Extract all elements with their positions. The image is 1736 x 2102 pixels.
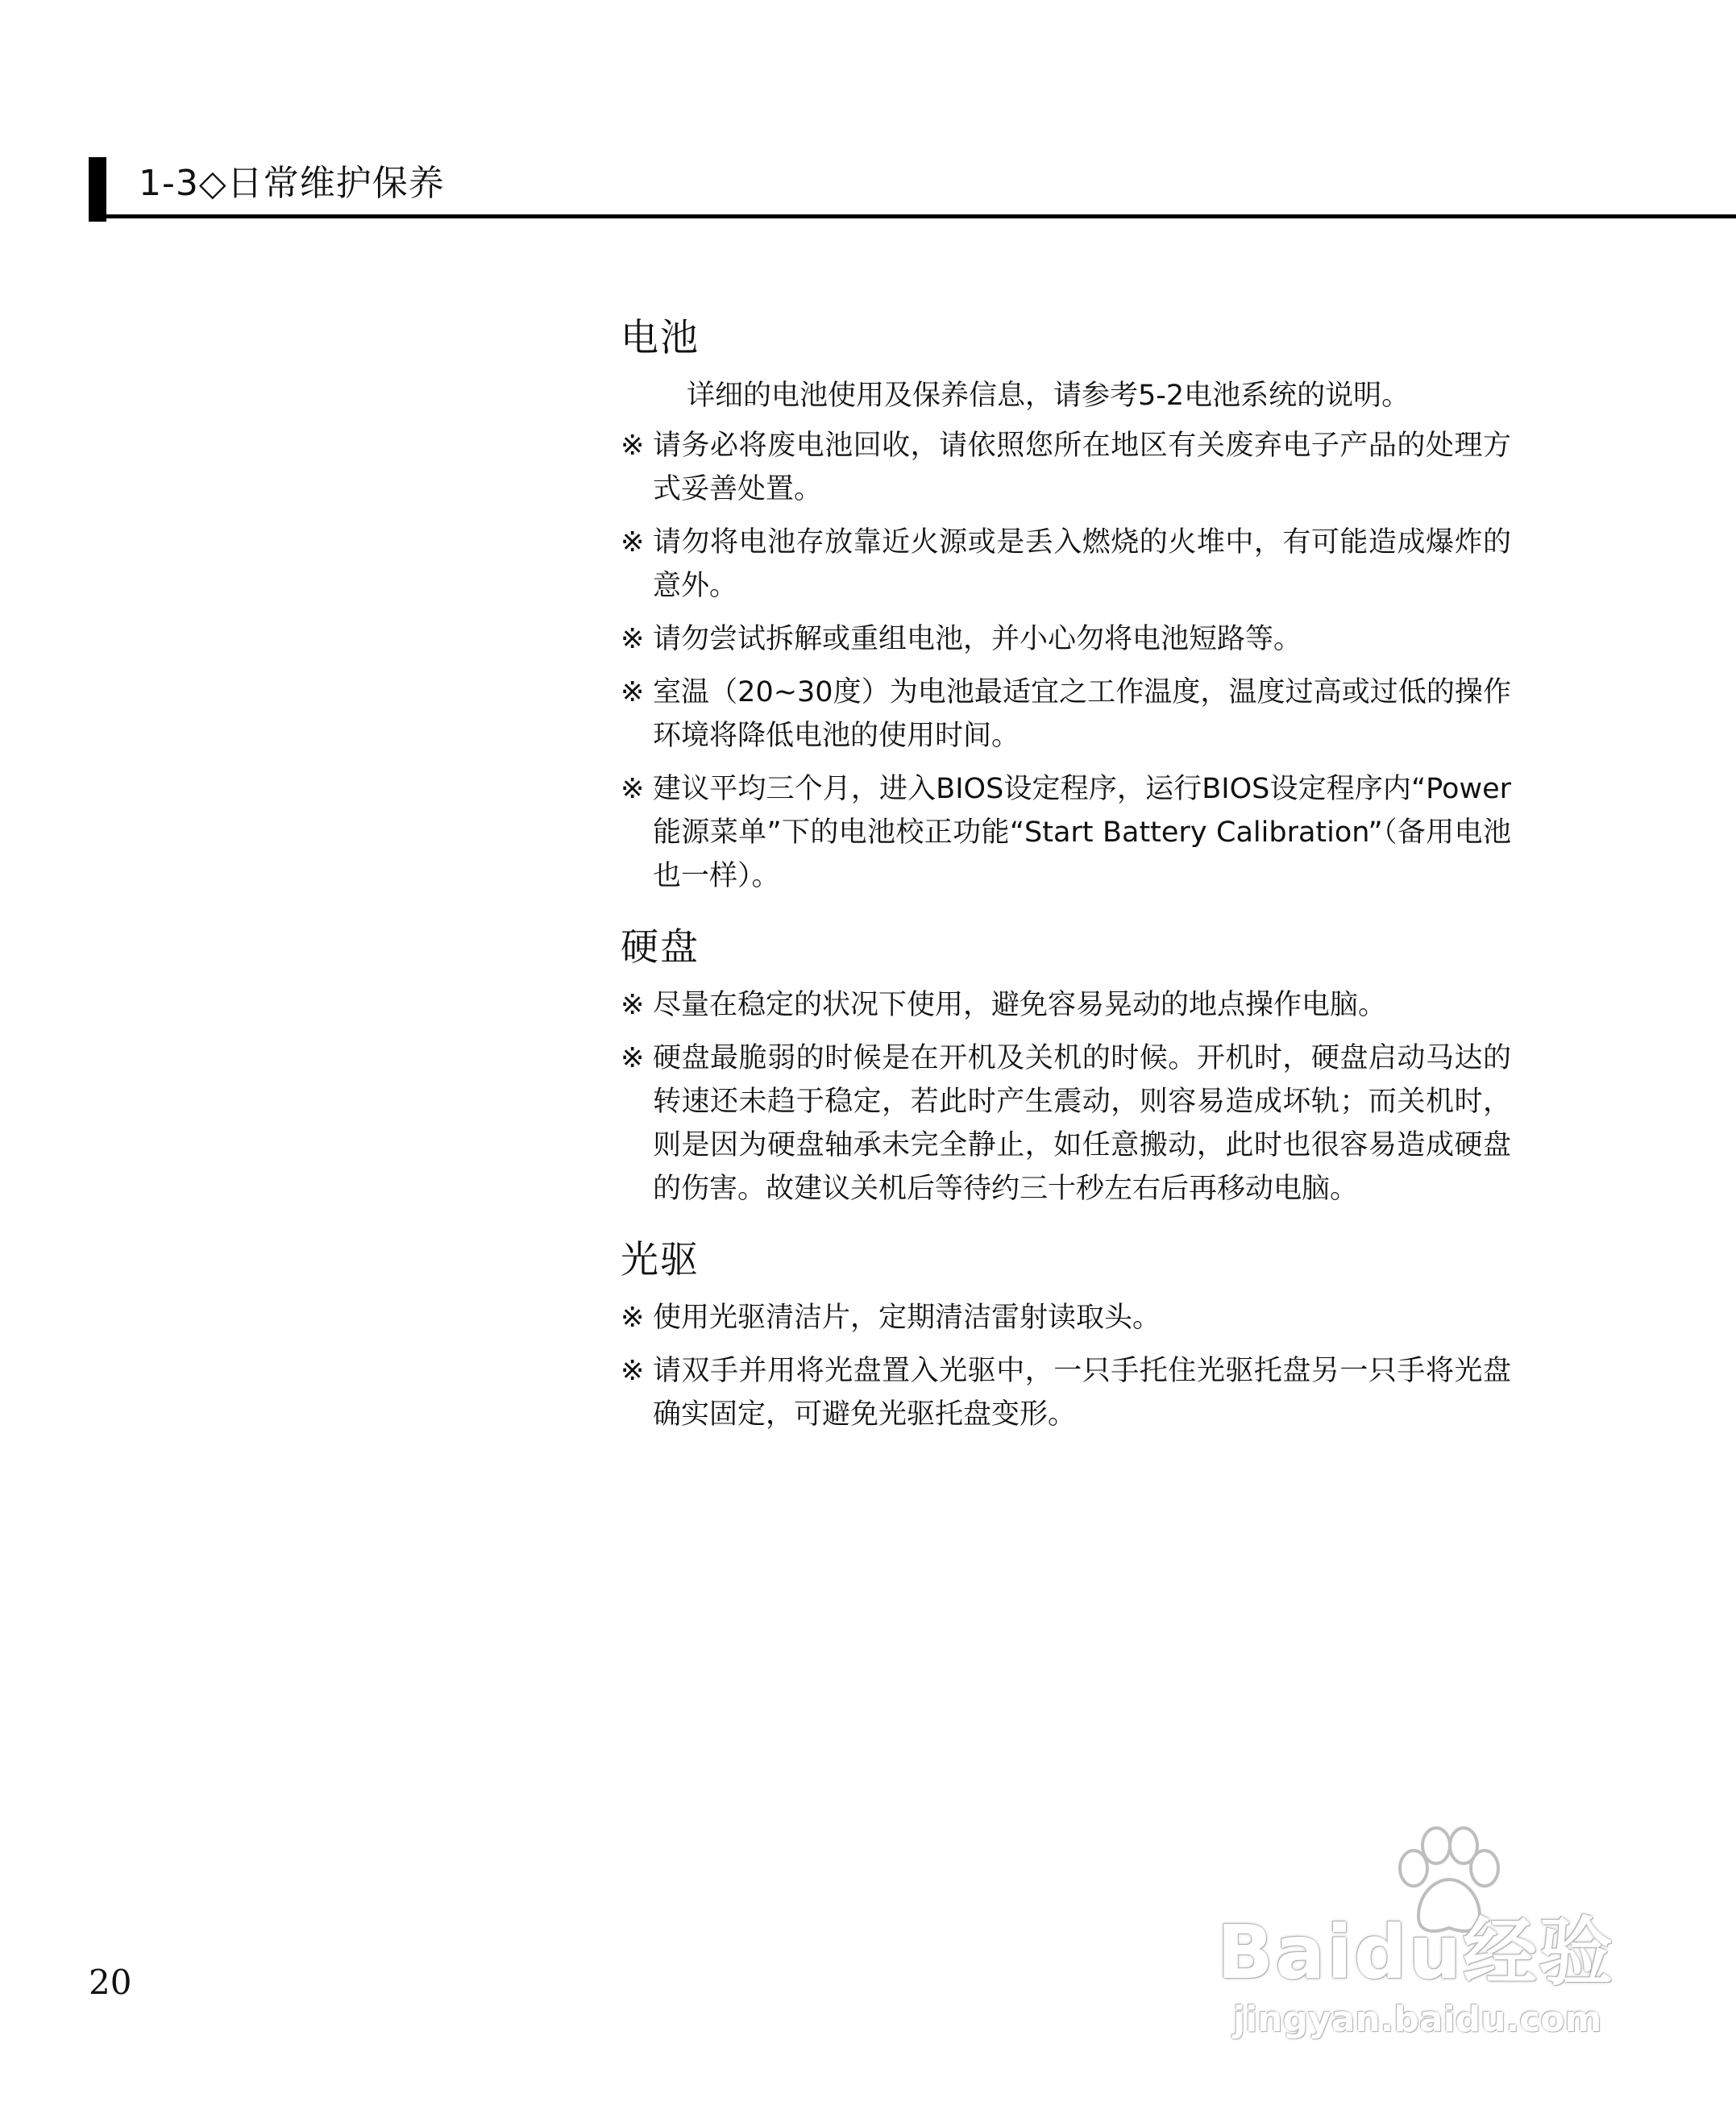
section-battery <box>621 313 1511 898</box>
note-mark: ※ <box>621 623 645 655</box>
note-item <box>621 1349 1511 1436</box>
note-text: 室温（20~30度）为电池最适宜之工作温度，温度过高或过低的操作环境将降低电池的使用时间。 <box>653 676 1511 752</box>
note-mark: ※ <box>621 1355 645 1387</box>
watermark-brand: Baidu经验 <box>1217 1909 1615 1996</box>
note-item <box>621 983 1511 1027</box>
watermark-url: jingyan.baidu.com <box>1233 1999 1602 2040</box>
section-title: 硬盘 <box>621 925 700 970</box>
note-text: 硬盘最脆弱的时候是在开机及关机的时候。开机时，硬盘启动马达的转速还未趋于稳定，若此时产生震动，则容易造成坏轨；而关机时，则是因为硬盘轴承未完全静止，如任意搬动，此时也很容易造成硬盘的伤害。故建议关机后等待约三十秒左右后再移动电脑。 <box>653 1042 1511 1205</box>
section-title: 电池 <box>621 316 700 360</box>
note-item <box>621 671 1511 758</box>
note-mark: ※ <box>621 1302 645 1334</box>
note-item <box>621 1296 1511 1340</box>
note-text: 请勿将电池存放靠近火源或是丢入燃烧的火堆中，有可能造成爆炸的意外。 <box>653 526 1511 602</box>
note-mark: ※ <box>621 676 645 708</box>
note-text: 尽量在稳定的状况下使用，避免容易晃动的地点操作电脑。 <box>653 989 1387 1021</box>
note-text: 使用光驱清洁片，定期清洁雷射读取头。 <box>653 1302 1161 1334</box>
note-mark: ※ <box>621 773 645 805</box>
page-number: 20 <box>89 1963 132 2002</box>
note-mark: ※ <box>621 526 645 559</box>
section-title: 光驱 <box>621 1238 700 1282</box>
baidu-watermark <box>1217 1822 1668 2063</box>
note-mark: ※ <box>621 430 645 462</box>
note-item <box>621 617 1511 661</box>
note-text: 请务必将废电池回收，请依照您所在地区有关废弃电子产品的处理方式妥善处置。 <box>653 430 1511 505</box>
intro-text: 详细的电池使用及保养信息，请参考5-2电池系统的说明。 <box>687 380 1410 412</box>
header-bar <box>89 157 106 222</box>
section-optical-drive <box>621 1235 1511 1436</box>
note-text: 建议平均三个月，进入BIOS设定程序，运行BIOS设定程序内“Power能源菜单”下的电池校正功能“Start Battery Calibration”（备用电池也一样）。 <box>653 773 1511 892</box>
note-item <box>621 424 1511 511</box>
header-rule <box>89 214 1736 218</box>
note-text: 请勿尝试拆解或重组电池，并小心勿将电池短路等。 <box>653 623 1302 655</box>
chapter-title: 1-3◇日常维护保养 <box>139 163 445 204</box>
note-mark: ※ <box>621 1042 645 1074</box>
note-text: 请双手并用将光盘置入光驱中，一只手托住光驱托盘另一只手将光盘确实固定，可避免光驱托盘变形。 <box>653 1355 1511 1431</box>
content <box>621 313 1511 1460</box>
note-mark: ※ <box>621 989 645 1021</box>
note-item <box>621 521 1511 608</box>
note-item <box>621 1036 1511 1211</box>
section-hard-disk <box>621 922 1511 1211</box>
note-item <box>621 767 1511 898</box>
